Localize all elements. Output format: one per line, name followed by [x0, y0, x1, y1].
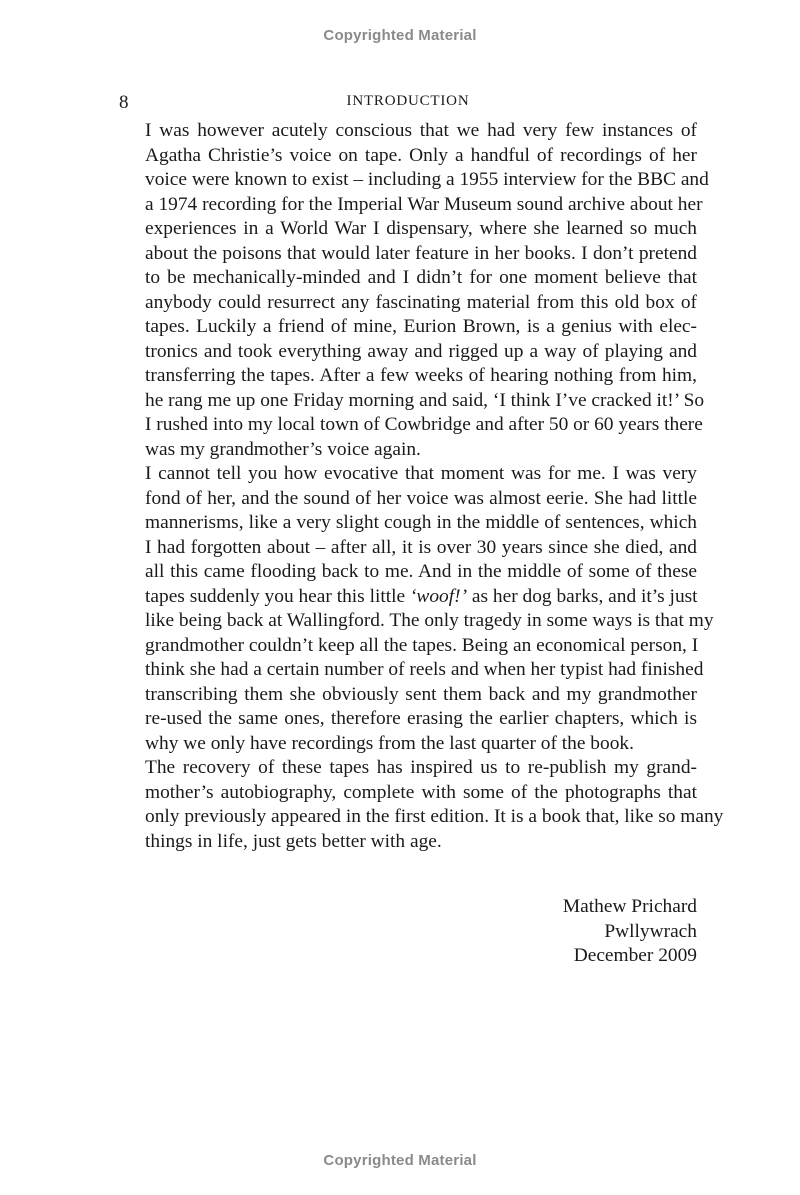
- text-line: I was however acutely conscious that we had very few instances of: [145, 120, 697, 141]
- signature-name: Mathew Prichard: [562, 896, 697, 917]
- signature-block: [563, 895, 697, 969]
- paragraph-2: [119, 462, 714, 756]
- page-number: 8: [119, 92, 129, 113]
- signature-place: Pwllywrach: [604, 920, 697, 942]
- text-line: why we only have recordings from the last quarter of the book.: [145, 732, 634, 754]
- text-line: all this came flooding back to me. And in the middle of some of these: [145, 561, 697, 582]
- text-line: experiences in a World War I dispensary, where she learned so much: [145, 218, 697, 239]
- text-segment: tapes suddenly you hear this little: [145, 585, 406, 607]
- paragraph-3: [119, 756, 724, 854]
- italic-woof: ‘woof!’: [409, 585, 468, 607]
- text-line: he rang me up one Friday morning and said, ‘I think I’ve cracked it!’ So: [145, 389, 705, 411]
- text-line: I rushed into my local town of Cowbridge and after 50 or 60 years there: [145, 414, 703, 435]
- text-line: anybody could resurrect any fascinating material from this old box of: [145, 291, 697, 313]
- text-line: tapes. Luckily a friend of mine, Eurion Brown, is a genius with elec-: [145, 316, 697, 337]
- text-line: was my grandmother’s voice again.: [145, 438, 421, 460]
- text-line: Agatha Christie’s voice on tape. Only a handful of recordings of her: [145, 144, 697, 166]
- text-line: fond of her, and the sound of her voice was almost eerie. She had little: [145, 487, 697, 509]
- text-line: grandmother couldn’t keep all the tapes. Being an economical person, I: [145, 634, 699, 656]
- text-line-with-italic: [119, 585, 697, 610]
- paragraph-1: [119, 119, 709, 462]
- text-line: to be mechanically-minded and I didn’t for one moment believe that: [145, 267, 697, 288]
- running-head: INTRODUCTION: [346, 93, 470, 109]
- text-line: re-used the same ones, therefore erasing the earlier chapters, which is: [145, 708, 697, 729]
- text-line: only previously appeared in the first edition. It is a book that, like so many: [145, 806, 724, 827]
- text-line: mannerisms, like a very slight cough in the middle of sentences, which: [145, 512, 697, 533]
- text-line: I cannot tell you how evocative that moment was for me. I was very: [145, 463, 697, 484]
- text-segment: as her dog barks, and it’s just: [471, 585, 698, 607]
- copyright-watermark-bottom: Copyrighted Material: [323, 1152, 477, 1169]
- text-line: think she had a certain number of reels and when her typist had finished: [145, 659, 704, 680]
- text-line: voice were known to exist – including a 1955 interview for the BBC and: [145, 169, 709, 190]
- text-line: a 1974 recording for the Imperial War Museum sound archive about her: [145, 193, 703, 215]
- text-line: things in life, just gets better with age.: [145, 830, 442, 852]
- page-header: [119, 92, 697, 114]
- copyright-watermark-top: Copyrighted Material: [323, 27, 477, 44]
- text-line: like being back at Wallingford. The only tragedy in some ways is that my: [145, 610, 714, 631]
- text-line: about the poisons that would later feature in her books. I don’t pretend: [145, 242, 697, 264]
- text-line: tronics and took everything away and rigged up a way of playing and: [145, 340, 697, 362]
- text-line: transferring the tapes. After a few weeks of hearing nothing from him,: [145, 365, 697, 386]
- signature-date: December 2009: [573, 945, 697, 966]
- text-line: I had forgotten about – after all, it is over 30 years since she died, and: [145, 536, 697, 558]
- text-line: The recovery of these tapes has inspired us to re-publish my grand-: [145, 757, 697, 778]
- body-text: [119, 119, 724, 854]
- text-line: mother’s autobiography, complete with some of the photographs that: [145, 781, 697, 803]
- text-line: transcribing them she obviously sent them back and my grandmother: [145, 683, 697, 705]
